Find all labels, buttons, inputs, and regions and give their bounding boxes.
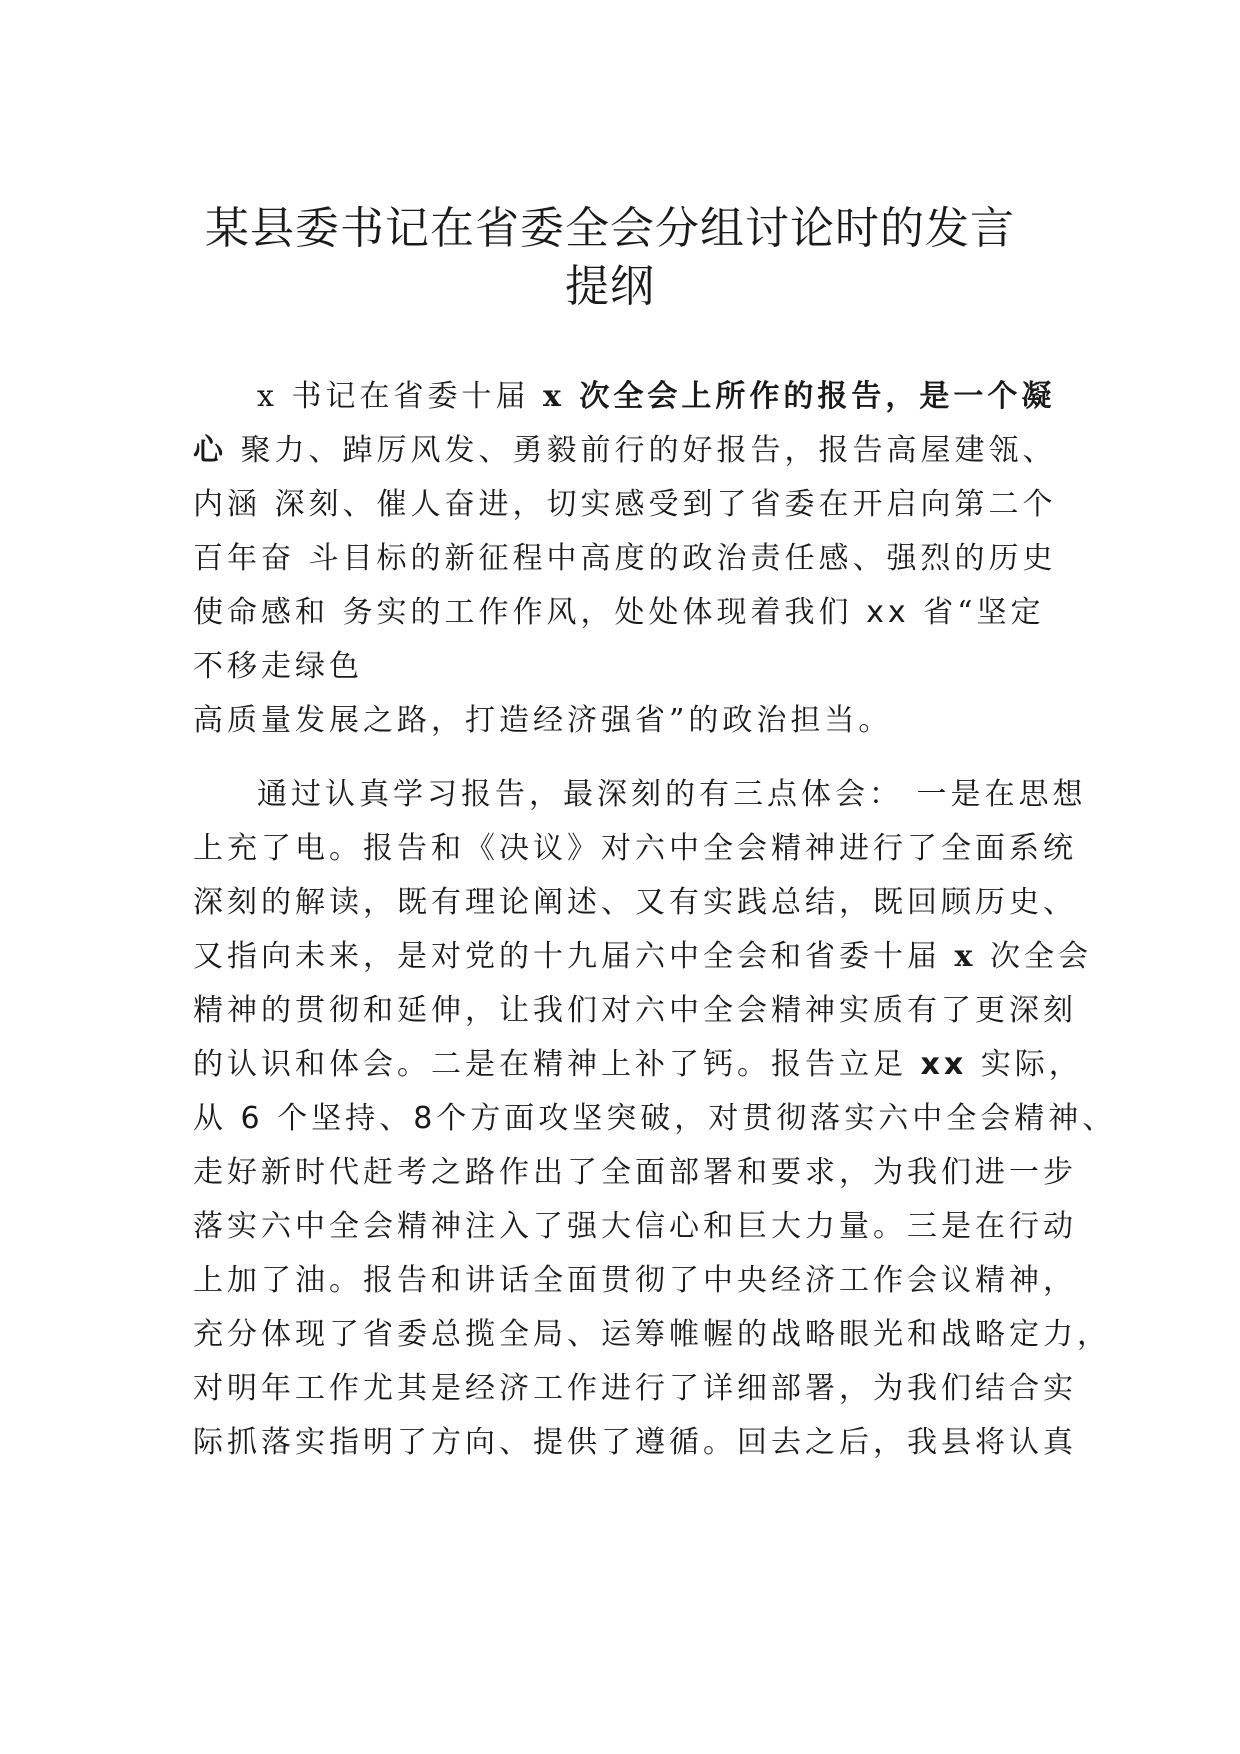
text-segment: 次全会 xyxy=(976,939,1092,974)
text-segment: 个坚持、 xyxy=(263,1101,414,1136)
text-line: 上加了油。报告和讲话全面贯彻了中央经济工作会议精神， xyxy=(193,1263,1077,1298)
text-segment: 聚力、踔厉风发、勇毅前行的好报告，报告高屋建瓴、 xyxy=(227,433,1057,468)
text-line: 高质量发展之路，打造经济强省”的政治担当。 xyxy=(193,703,893,738)
text-line: 通过认真学习报告，最深刻的有三点体会： 一是在思想 xyxy=(257,777,1087,812)
text-line: 不移走绿色 xyxy=(193,649,363,684)
title-line: 某县委书记在省委全会分组讨论时的发言 xyxy=(205,203,1015,254)
text-line: 际抓落实指明了方向、提供了遵循。回去之后，我县将认真 xyxy=(193,1425,1077,1460)
document-title xyxy=(180,200,1040,316)
title-line: 提纲 xyxy=(565,261,655,312)
text-segment: x 书记在省委十届 xyxy=(257,379,543,414)
text-line xyxy=(193,424,1057,478)
number-segment: 6 xyxy=(240,1101,264,1136)
text-line: 百年奋 斗目标的新征程中高度的政治责任感、强烈的历史 xyxy=(193,541,1057,576)
bold-text-segment: x 次全会上所作的报告，是一个凝 xyxy=(543,379,1056,414)
text-line xyxy=(193,586,1051,640)
text-line xyxy=(193,930,1092,984)
text-segment: 个方面攻坚突破，对贯彻落实六中全会精神、 xyxy=(436,1101,1117,1136)
text-line xyxy=(193,1038,1083,1092)
document-body xyxy=(193,370,1117,1470)
text-line: 落实六中全会精神注入了强大信心和巨大力量。三是在行动 xyxy=(193,1209,1077,1244)
text-segment: 使命感和 务实的工作作风，处处体现着我们 xyxy=(193,595,867,630)
text-segment: 又指向未来，是对党的十九届六中全会和省委十届 xyxy=(193,939,955,974)
paragraph-1 xyxy=(193,370,1057,748)
text-line: 充分体现了省委总揽全局、运筹帷幄的战略眼光和战略定力， xyxy=(193,1317,1111,1352)
text-segment: 实际， xyxy=(967,1047,1083,1082)
number-segment: 8 xyxy=(413,1101,437,1136)
bold-text-segment: xx xyxy=(920,1047,968,1082)
bold-text-segment: x xyxy=(954,939,977,974)
text-line: 内涵 深刻、催人奋进，切实感受到了省委在开启向第二个 xyxy=(193,487,1057,522)
text-line: 上充了电。报告和《决议》对六中全会精神进行了全面系统 xyxy=(193,831,1077,866)
text-line: 精神的贯彻和延伸，让我们对六中全会精神实质有了更深刻 xyxy=(193,993,1077,1028)
text-segment: 省“坚定 xyxy=(909,595,1045,630)
text-line xyxy=(193,1092,1117,1146)
text-line: 走好新时代赶考之路作出了全面部署和要求，为我们进一步 xyxy=(193,1155,1077,1190)
paragraph-2 xyxy=(193,768,1117,1470)
text-line: 深刻的解读，既有理论阐述、又有实践总结，既回顾历史、 xyxy=(193,885,1077,920)
text-line xyxy=(193,370,1056,424)
text-line: 对明年工作尤其是经济工作进行了详细部署，为我们结合实 xyxy=(193,1371,1077,1406)
text-segment: 的认识和体会。二是在精神上补了钙。报告立足 xyxy=(193,1047,921,1082)
text-segment: xx xyxy=(866,595,910,630)
bold-text-segment: 心 xyxy=(193,433,227,468)
text-segment: 从 xyxy=(193,1101,241,1136)
